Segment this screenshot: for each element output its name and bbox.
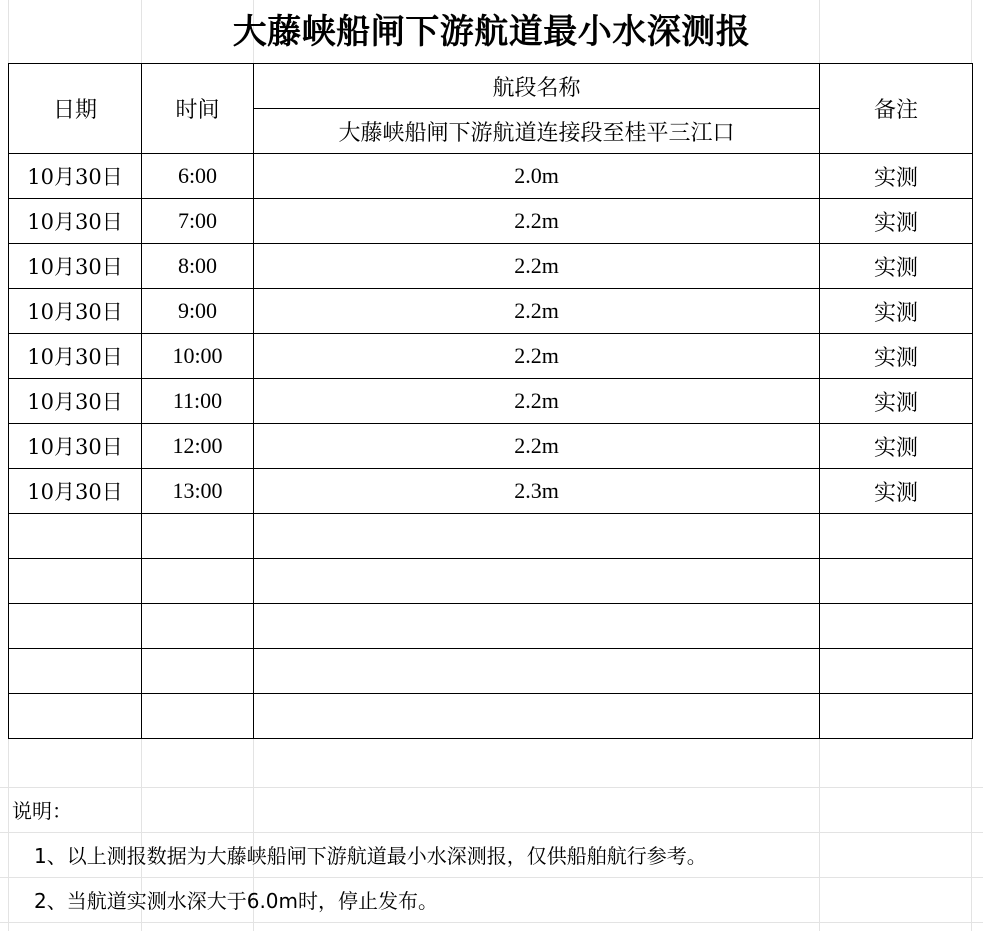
cell-date: 10月30日 [9, 424, 142, 469]
header-remark: 备注 [820, 64, 973, 154]
cell-remark: 实测 [820, 334, 973, 379]
cell-depth: 2.2m [254, 379, 820, 424]
table-row [9, 424, 973, 469]
header-date: 日期 [9, 64, 142, 154]
cell-date: 10月30日 [9, 379, 142, 424]
cell-time: 13:00 [142, 469, 254, 514]
cell-date: 10月30日 [9, 244, 142, 289]
cell-time: 12:00 [142, 424, 254, 469]
cell-time: 9:00 [142, 289, 254, 334]
table-row-empty [9, 694, 973, 739]
cell-depth [254, 649, 820, 694]
cell-date [9, 559, 142, 604]
cell-date [9, 604, 142, 649]
cell-date: 10月30日 [9, 289, 142, 334]
header-section-name: 大藤峡船闸下游航道连接段至桂平三江口 [254, 109, 820, 154]
cell-remark [820, 694, 973, 739]
table-row [9, 469, 973, 514]
cell-date: 10月30日 [9, 154, 142, 199]
table-row-empty [9, 649, 973, 694]
cell-time [142, 559, 254, 604]
cell-depth: 2.2m [254, 334, 820, 379]
cell-time [142, 514, 254, 559]
cell-time [142, 604, 254, 649]
table-row [9, 289, 973, 334]
cell-depth [254, 694, 820, 739]
cell-date: 10月30日 [9, 199, 142, 244]
cell-remark [820, 559, 973, 604]
cell-depth: 2.2m [254, 424, 820, 469]
cell-time: 8:00 [142, 244, 254, 289]
note-item-1: 1、以上测报数据为大藤峡船闸下游航道最小水深测报，仅供船舶航行参考。 [34, 844, 707, 868]
cell-time: 7:00 [142, 199, 254, 244]
cell-time [142, 694, 254, 739]
cell-date: 10月30日 [9, 334, 142, 379]
cell-depth: 2.3m [254, 469, 820, 514]
cell-remark: 实测 [820, 154, 973, 199]
cell-remark: 实测 [820, 199, 973, 244]
cell-date: 10月30日 [9, 469, 142, 514]
cell-depth [254, 514, 820, 559]
cell-time [142, 649, 254, 694]
cell-depth [254, 604, 820, 649]
cell-time: 11:00 [142, 379, 254, 424]
cell-remark [820, 514, 973, 559]
table-row [9, 379, 973, 424]
cell-depth: 2.2m [254, 289, 820, 334]
cell-date [9, 514, 142, 559]
header-section-group: 航段名称 [254, 64, 820, 109]
cell-remark: 实测 [820, 469, 973, 514]
page-title: 大藤峡船闸下游航道最小水深测报 [232, 12, 751, 52]
table-row [9, 154, 973, 199]
header-row-top [9, 64, 973, 109]
table-row [9, 334, 973, 379]
cell-depth: 2.2m [254, 199, 820, 244]
cell-depth: 2.0m [254, 154, 820, 199]
depth-report-table [8, 63, 973, 739]
cell-date [9, 694, 142, 739]
header-time: 时间 [142, 64, 254, 154]
table-row-empty [9, 559, 973, 604]
cell-time: 6:00 [142, 154, 254, 199]
note-item-2: 2、当航道实测水深大于6.0m时，停止发布。 [34, 889, 439, 913]
table-row-empty [9, 514, 973, 559]
table-row [9, 199, 973, 244]
cell-remark [820, 604, 973, 649]
cell-remark: 实测 [820, 244, 973, 289]
cell-remark: 实测 [820, 424, 973, 469]
table-row-empty [9, 604, 973, 649]
cell-time: 10:00 [142, 334, 254, 379]
cell-remark: 实测 [820, 379, 973, 424]
cell-date [9, 649, 142, 694]
cell-depth: 2.2m [254, 244, 820, 289]
cell-remark: 实测 [820, 289, 973, 334]
notes-label: 说明： [12, 799, 72, 823]
cell-depth [254, 559, 820, 604]
cell-remark [820, 649, 973, 694]
table-row [9, 244, 973, 289]
